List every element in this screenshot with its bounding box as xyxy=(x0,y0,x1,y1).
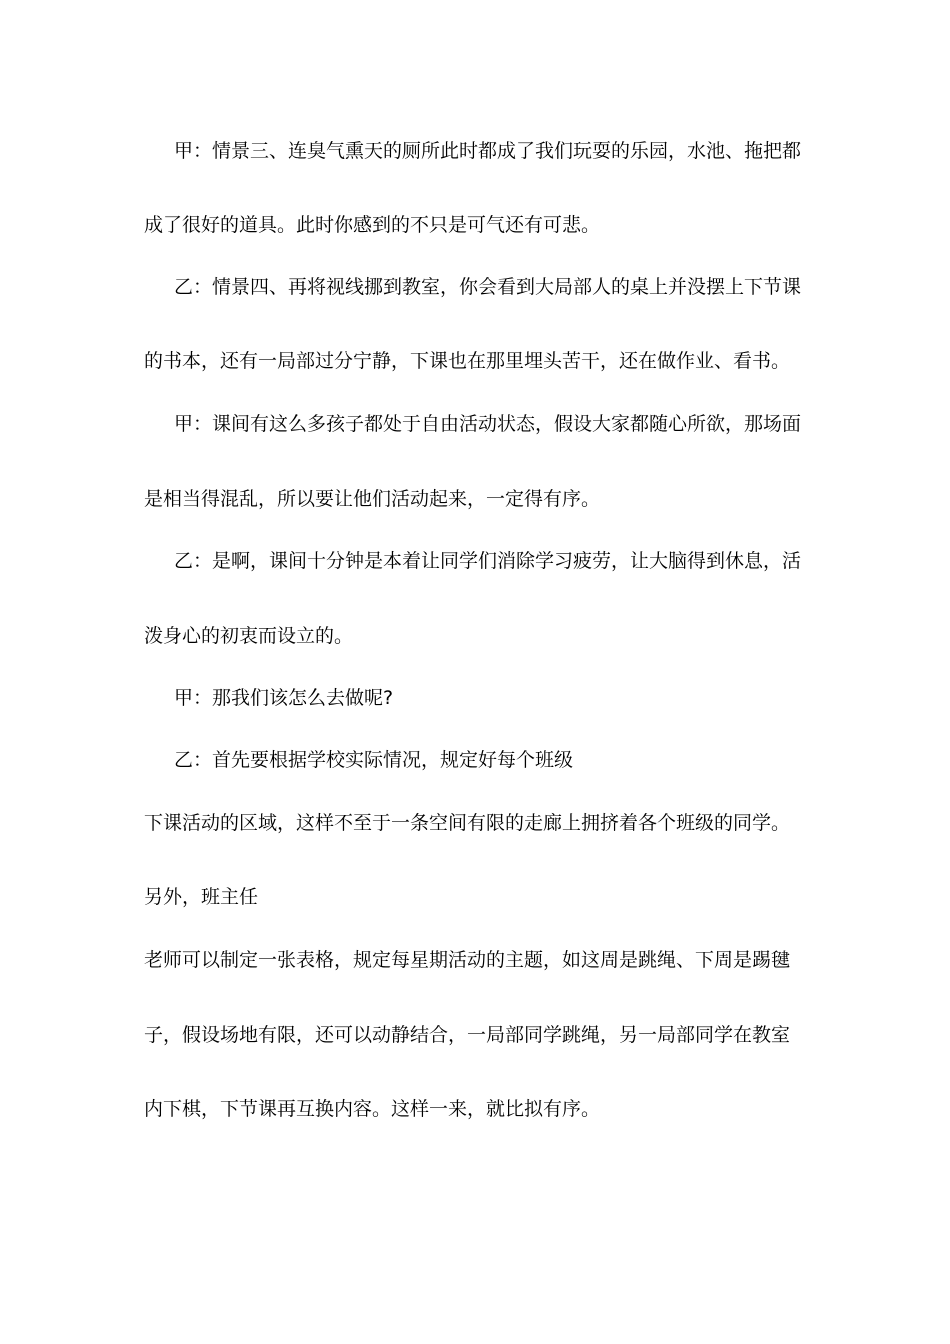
text-line: 另外，班主任 xyxy=(144,886,259,908)
text-line: 成了很好的道具。此时你感到的不只是可气还有可悲。 xyxy=(144,214,601,236)
text-line: 老师可以制定一张表格，规定每星期活动的主题，如这周是跳绳、下周是踢毽 xyxy=(144,949,791,971)
text-line: 的书本，还有一局部过分宁静，下课也在那里埋头苦干，还在做作业、看书。 xyxy=(144,350,791,372)
text-line: 甲：那我们该怎么去做呢? xyxy=(174,687,394,709)
text-line: 乙：首先要根据学校实际情况，规定好每个班级 xyxy=(174,749,574,771)
text-line: 乙：是啊，课间十分钟是本着让同学们消除学习疲劳，让大脑得到休息，活 xyxy=(174,550,802,572)
text-line: 内下棋，下节课再互换内容。这样一来，就比拟有序。 xyxy=(144,1098,601,1120)
text-line: 甲：课间有这么多孩子都处于自由活动状态，假设大家都随心所欲，那场面 xyxy=(174,413,802,435)
text-line: 泼身心的初衷而设立的。 xyxy=(144,625,354,647)
text-line: 乙：情景四、再将视线挪到教室，你会看到大局部人的桌上并没摆上下节课 xyxy=(174,276,802,298)
text-line: 子，假设场地有限，还可以动静结合，一局部同学跳绳，另一局部同学在教室 xyxy=(144,1024,791,1046)
text-line: 是相当得混乱，所以要让他们活动起来，一定得有序。 xyxy=(144,488,601,510)
text-line: 甲：情景三、连臭气熏天的厕所此时都成了我们玩耍的乐园，水池、拖把都 xyxy=(174,140,802,162)
text-line: 下课活动的区域，这样不至于一条空间有限的走廊上拥挤着各个班级的同学。 xyxy=(144,812,791,834)
